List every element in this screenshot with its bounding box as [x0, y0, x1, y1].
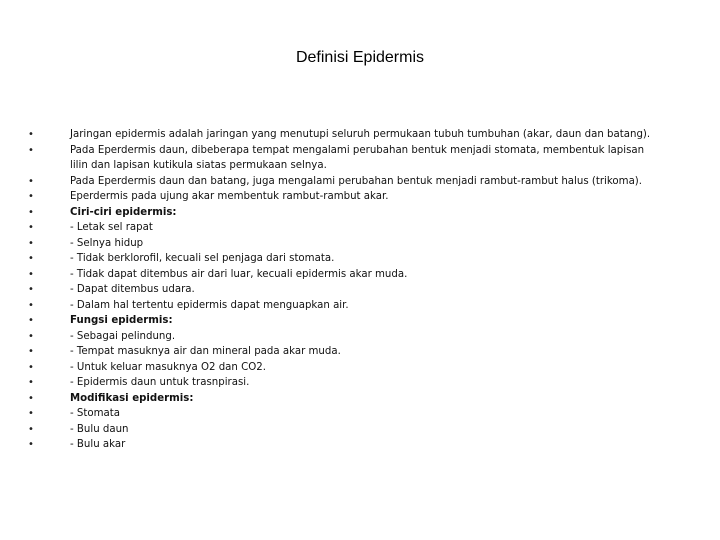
bullet-item [28, 360, 698, 376]
bullet-dot-icon: • [28, 361, 34, 373]
bullet-dot-icon: • [28, 315, 34, 326]
bullet-item [28, 437, 698, 453]
bullet-dot-icon: • [28, 377, 34, 388]
bullet-text: - Tidak berklorofil, kecuali sel penjaga dari stomata. [70, 253, 335, 264]
bullet-item [28, 422, 698, 438]
bullet-item [28, 406, 698, 422]
bullet-text: - Letak sel rapat [70, 222, 153, 233]
bullet-item [28, 282, 698, 298]
bullet-text: - Bulu daun [70, 423, 129, 435]
bullet-dot-icon: • [28, 268, 34, 280]
bullet-dot-icon: • [28, 175, 34, 187]
bullet-text: Eperdermis pada ujung akar membentuk rambut-rambut akar. [70, 191, 389, 202]
bullet-text: Ciri-ciri epidermis: [70, 206, 177, 218]
bullet-text-continuation: lilin dan lapisan kutikula siatas permukaan selnya. [70, 160, 327, 171]
bullet-list [28, 127, 698, 453]
bullet-item [28, 391, 698, 407]
bullet-dot-icon: • [28, 222, 34, 233]
bullet-dot-icon: • [28, 330, 34, 342]
bullet-item [28, 220, 698, 236]
bullet-dot-icon: • [28, 392, 34, 404]
bullet-text: Modifikasi epidermis: [70, 392, 194, 404]
bullet-text: - Epidermis daun untuk trasnpirasi. [70, 377, 250, 388]
bullet-text: - Bulu akar [70, 439, 126, 450]
bullet-dot-icon: • [28, 237, 34, 249]
bullet-item [28, 205, 698, 221]
bullet-dot-icon: • [28, 439, 34, 450]
bullet-text: Fungsi epidermis: [70, 315, 173, 326]
bullet-dot-icon: • [28, 346, 34, 357]
bullet-item [28, 251, 698, 267]
bullet-item [28, 313, 698, 329]
bullet-text: - Untuk keluar masuknya O2 dan CO2. [70, 361, 266, 373]
bullet-item [28, 344, 698, 360]
bullet-text: - Stomata [70, 408, 121, 419]
slide-title: Definisi Epidermis [295, 49, 425, 66]
bullet-dot-icon: • [28, 129, 34, 140]
bullet-item [28, 127, 698, 143]
bullet-dot-icon: • [28, 408, 34, 419]
bullet-item [28, 174, 698, 190]
bullet-dot-icon: • [28, 253, 34, 264]
bullet-text: - Sebagai pelindung. [70, 330, 176, 342]
bullet-text: - Dalam hal tertentu epidermis dapat menguapkan air. [70, 299, 349, 311]
bullet-dot-icon: • [28, 144, 34, 156]
bullet-text: Pada Eperdermis daun dan batang, juga mengalami perubahan bentuk menjadi rambut-rambut halus (trikoma). [70, 175, 643, 187]
bullet-dot-icon: • [28, 299, 34, 311]
bullet-dot-icon: • [28, 423, 34, 435]
bullet-text: Pada Eperdermis daun, dibeberapa tempat mengalami perubahan bentuk menjadi stomata, membentuk lapisan [70, 144, 645, 156]
bullet-text: - Dapat ditembus udara. [70, 284, 195, 295]
bullet-text: - Tempat masuknya air dan mineral pada akar muda. [70, 346, 341, 357]
bullet-dot-icon: • [28, 191, 34, 202]
bullet-item [28, 375, 698, 391]
bullet-item [28, 189, 698, 205]
bullet-item [28, 236, 698, 252]
bullet-item [28, 267, 698, 283]
bullet-item [28, 143, 698, 174]
bullet-dot-icon: • [28, 284, 34, 295]
bullet-dot-icon: • [28, 206, 34, 218]
bullet-text: - Tidak dapat ditembus air dari luar, kecuali epidermis akar muda. [70, 268, 408, 280]
bullet-text: - Selnya hidup [70, 237, 144, 249]
bullet-item [28, 298, 698, 314]
bullet-item [28, 329, 698, 345]
bullet-text: Jaringan epidermis adalah jaringan yang menutupi seluruh permukaan tubuh tumbuhan (akar, daun dan batang). [70, 129, 651, 140]
